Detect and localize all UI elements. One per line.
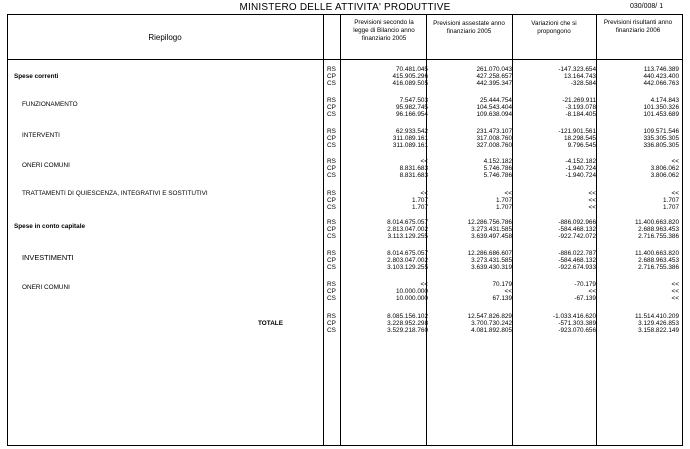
cell-variazioni: -4.152.182 -1.940.724 -1.940.724	[565, 158, 596, 180]
row-label: Spese correnti	[14, 73, 59, 80]
cell-assestate: 12.547.826.829 3.700.730.242 4.081.892.805	[467, 313, 512, 335]
cell-variazioni: -886.022.787 -584.468.132 -922.674.933	[558, 250, 596, 272]
row-label: Spese in conto capitale	[14, 223, 86, 230]
column-header-variazioni: Variazioni che si propongono	[531, 20, 577, 35]
cell-legge-bilancio: << 1.707 1.707	[412, 190, 428, 212]
row-codes: RS CP CS	[327, 128, 336, 150]
column-header-riepilogo: Riepilogo	[148, 33, 182, 42]
row-label: FUNZIONAMENTO	[22, 101, 78, 108]
row-codes: RS CP CS	[327, 97, 336, 119]
cell-risultanti: << << <<	[671, 281, 679, 303]
page-number: 030/008/ 1	[630, 3, 664, 10]
row-label: ONERI COMUNI	[22, 284, 70, 291]
cell-legge-bilancio: 8.085.156.102 3.228.952.298 3.529.218.760	[387, 313, 428, 335]
cell-variazioni: -70.179 << -67.139	[574, 281, 596, 303]
row-codes: RS CP CS	[327, 313, 336, 335]
cell-legge-bilancio: << 8.831.683 8.831.683	[399, 158, 428, 180]
cell-risultanti: 4.174.843 101.350.326 101.453.689	[643, 97, 679, 119]
cell-risultanti: 109.571.546 335.305.305 336.805.305	[643, 128, 679, 150]
cell-legge-bilancio: 70.481.045 415.905.296 416.089.505	[392, 66, 428, 88]
cell-assestate: << 1.707 1.707	[496, 190, 512, 212]
row-label: INTERVENTI	[22, 132, 60, 139]
row-codes: RS CP CS	[327, 219, 336, 241]
row-label: INVESTIMENTI	[22, 253, 74, 262]
row-label: TRATTAMENTI DI QUIESCENZA, INTEGRATIVI E SOSTITUTIVI	[22, 190, 208, 197]
cell-legge-bilancio: 7.547.503 95.982.745 96.166.954	[396, 97, 428, 119]
column-header-risultanti: Previsioni risultanti anno finanziario 2006	[603, 19, 673, 34]
header-divider	[7, 59, 683, 60]
cell-assestate: 231.473.107 317.008.760 327.008.760	[476, 128, 512, 150]
row-codes: RS CP CS	[327, 190, 336, 212]
cell-variazioni: -886.092.966 -584.468.132 -922.742.072	[558, 219, 596, 241]
row-codes: RS CP CS	[327, 66, 336, 88]
cell-legge-bilancio: << 10.000.000 10.000.000	[396, 281, 428, 303]
cell-risultanti: 11.514.410.209 3.129.426.853 3.158.822.149	[635, 313, 679, 335]
cell-risultanti: 11.400.663.820 2.688.963.453 2.716.755.386	[635, 219, 679, 241]
cell-assestate: 261.070.043 427.258.657 442.395.347	[476, 66, 512, 88]
cell-legge-bilancio: 8.014.675.057 2.803.047.002 3.103.129.255	[387, 250, 428, 272]
cell-assestate: 70.179 << 67.139	[492, 281, 512, 303]
total-label: TOTALE	[258, 320, 283, 327]
cell-legge-bilancio: 62.933.542 311.089.161 311.089.161	[392, 128, 428, 150]
cell-risultanti: << 3.806.062 3.806.062	[650, 158, 679, 180]
column-divider	[323, 14, 324, 446]
cell-variazioni: -21.269.911 -3.193.078 -8.184.405	[562, 97, 596, 119]
cell-variazioni: -1.033.416.620 -571.303.389 -923.070.656	[553, 313, 596, 335]
cell-risultanti: << 1.707 1.707	[663, 190, 679, 212]
column-header-assestate: Previsioni assestate anno finanziario 2005	[433, 20, 505, 35]
cell-legge-bilancio: 8.014.675.057 2.813.047.002 3.113.129.255	[387, 219, 428, 241]
cell-risultanti: 113.746.389 440.423.400 442.066.763	[643, 66, 679, 88]
cell-assestate: 12.286.756.786 3.273.431.585 3.639.497.458	[467, 219, 512, 241]
cell-assestate: 12.286.686.607 3.273.431.585 3.639.430.319	[467, 250, 512, 272]
cell-variazioni: -121.901.561 18.298.545 9.796.545	[558, 128, 596, 150]
row-codes: RS CP CS	[327, 281, 336, 303]
cell-assestate: 4.152.182 5.746.786 5.746.786	[483, 158, 512, 180]
page-title: MINISTERO DELLE ATTIVITA' PRODUTTIVE	[239, 2, 451, 13]
row-codes: RS CP CS	[327, 250, 336, 272]
column-header-legge-bilancio: Previsioni secondo la legge di Bilancio anno finanziario 2005	[353, 19, 415, 42]
cell-risultanti: 11.400.663.820 2.688.963.453 2.716.755.386	[635, 250, 679, 272]
cell-variazioni: << << <<	[588, 190, 596, 212]
row-label: ONERI COMUNI	[22, 162, 70, 169]
row-codes: RS CP CS	[327, 158, 336, 180]
cell-variazioni: -147.323.654 13.164.743 -328.584	[558, 66, 596, 88]
cell-assestate: 25.444.754 104.543.404 109.638.094	[476, 97, 512, 119]
